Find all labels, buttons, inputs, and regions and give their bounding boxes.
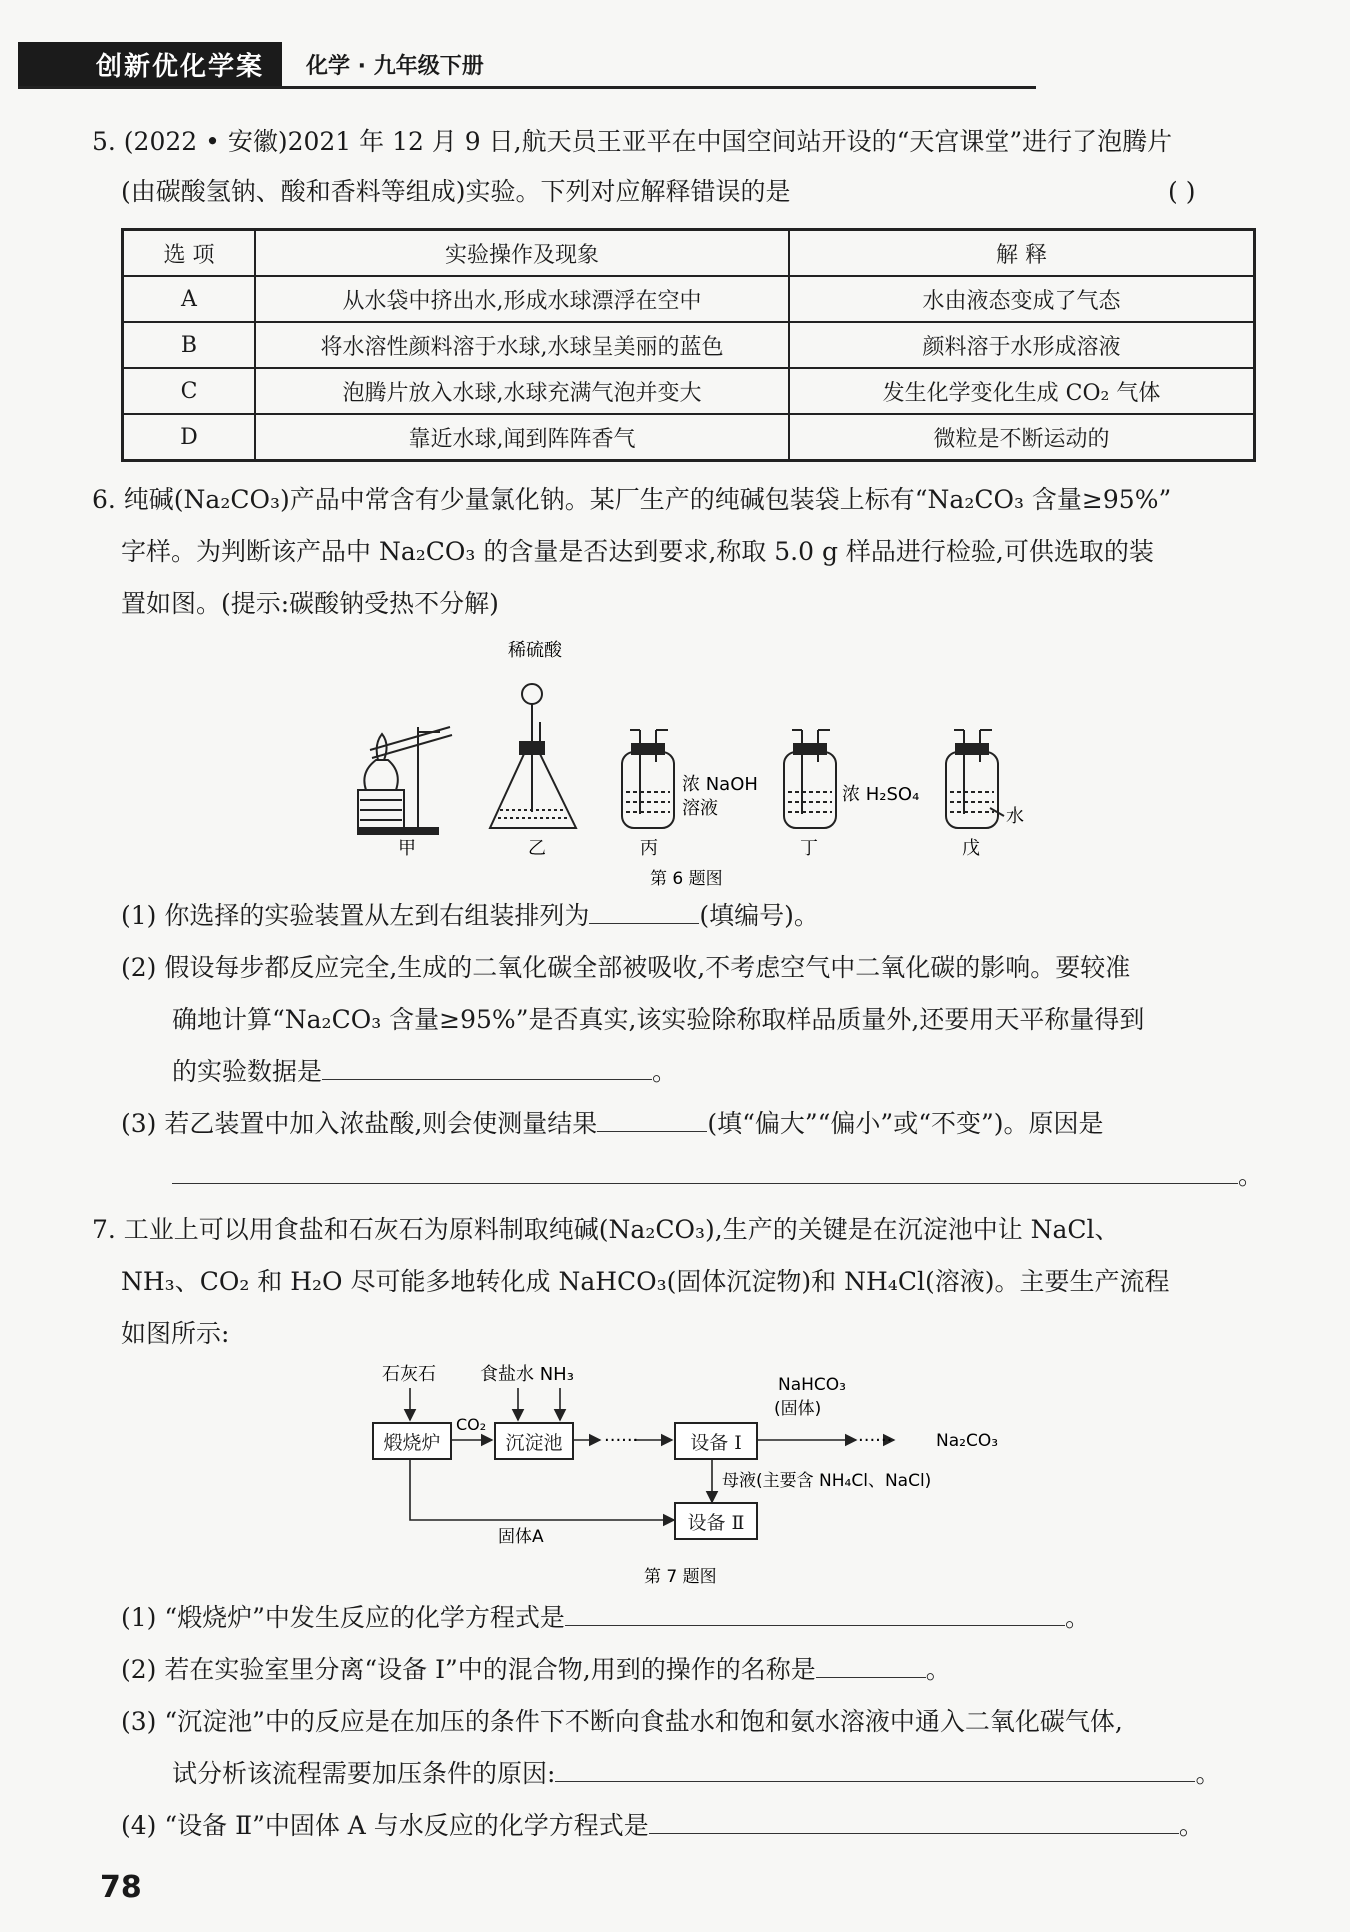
q6-line2: 字样。为判断该产品中 Na₂CO₃ 的含量是否达到要求,称取 5.0 g 样品进行检验,可供选取的装 [121, 537, 1154, 566]
apparatus-label: 戊 [962, 838, 980, 859]
q6-sub2-text: 的实验数据是 [172, 1057, 323, 1086]
apparatus-yi-drawing [490, 684, 576, 828]
furnace-box: 煅烧炉 [372, 1422, 452, 1460]
answer-blank[interactable] [597, 1101, 707, 1132]
table-row [123, 368, 1255, 414]
q6-sub3-text: (3) 若乙装置中加入浓盐酸,则会使测量结果 [121, 1109, 598, 1138]
answer-blank[interactable] [649, 1803, 1179, 1834]
apparatus-jia-drawing [358, 727, 452, 834]
q7-sub2 [121, 1644, 951, 1696]
apparatus-ding-drawing [784, 730, 836, 828]
answer-blank[interactable] [589, 893, 699, 924]
table-row [123, 414, 1255, 461]
dots-1: ······ [604, 1430, 639, 1451]
page-header [18, 42, 484, 86]
table-cell: 发生化学变化生成 CO₂ 气体 [789, 368, 1255, 414]
nahco3-label: NaHCO₃ [778, 1375, 846, 1395]
table-header-row [123, 230, 1255, 277]
answer-blank[interactable] [322, 1049, 652, 1080]
limestone-label: 石灰石 [382, 1364, 436, 1385]
table-cell: D [123, 414, 256, 461]
table-cell: 将水溶性颜料溶于水球,水球呈美丽的蓝色 [255, 322, 789, 368]
q7-sub2-text: (2) 若在实验室里分离“设备 Ⅰ”中的混合物,用到的操作的名称是 [121, 1655, 816, 1684]
apparatus-bing-drawing [622, 730, 674, 828]
figure-caption: 第 6 题图 [650, 869, 723, 889]
naoh-label: 浓 NaOH [682, 774, 758, 795]
q6-sub3-end: (填“偏大”“偏小”或“不变”)。原因是 [707, 1109, 1104, 1138]
q7-sub4-end: 。 [1178, 1811, 1204, 1840]
q7-line2: NH₃、CO₂ 和 H₂O 尽可能多地转化成 NaHCO₃(固体沉淀物)和 NH₄Cl(溶液)。主要生产流程 [121, 1267, 1170, 1296]
na2co3-label: Na₂CO₃ [936, 1431, 999, 1451]
table-header: 实验操作及现象 [255, 230, 789, 277]
q7-sub3-line2 [172, 1748, 1220, 1800]
apparatus-label: 乙 [528, 838, 546, 859]
answer-blank[interactable] [555, 1751, 1195, 1782]
answer-blank[interactable] [172, 1153, 1238, 1184]
q5-answer-bracket: ( ) [1168, 177, 1196, 206]
apparatus-label: 丙 [640, 838, 658, 859]
q5-options-table [121, 228, 1256, 462]
brand-title: 创新优化学案 [18, 42, 282, 86]
table-cell: C [123, 368, 256, 414]
q5-line2: (由碳酸氢钠、酸和香料等组成)实验。下列对应解释错误的是 [121, 177, 791, 206]
q6-sub3-tail: 。 [1238, 1161, 1264, 1190]
q7-sub3-end: 。 [1195, 1759, 1221, 1788]
subject-title: 化学 · 九年级下册 [306, 53, 484, 79]
brine-label: 食盐水 NH₃ [480, 1364, 574, 1385]
table-cell: B [123, 322, 256, 368]
q6-sub3-answer-line [172, 1150, 1263, 1202]
q5-line1: 5. (2022 • 安徽)2021 年 12 月 9 日,航天员王亚平在中国空间站开设的“天宫课堂”进行了泡腾片 [92, 127, 1173, 156]
table-cell: 泡腾片放入水球,水球充满气泡并变大 [255, 368, 789, 414]
q6-line1: 6. 纯碱(Na₂CO₃)产品中常含有少量氯化钠。某厂生产的纯碱包装袋上标有“Na₂CO₃ 含量≥95%” [92, 485, 1172, 514]
table-cell: 颜料溶于水形成溶液 [789, 322, 1255, 368]
table-cell: 微粒是不断运动的 [789, 414, 1255, 461]
table-row [123, 276, 1255, 322]
q7-sub4-text: (4) “设备 Ⅱ”中固体 A 与水反应的化学方程式是 [121, 1811, 649, 1840]
page-number: 78 [100, 1870, 142, 1905]
q7-line1: 7. 工业上可以用食盐和石灰石为原料制取纯碱(Na₂CO₃),生产的关键是在沉淀池中让 NaCl、 [92, 1215, 1120, 1244]
q6-apparatus-figure [340, 632, 1060, 892]
dots-2: ······ [858, 1430, 893, 1451]
q7-line3: 如图所示: [121, 1319, 230, 1348]
acid-label: 稀硫酸 [508, 640, 562, 661]
apparatus-label: 甲 [398, 838, 416, 859]
solid-a-label: 固体A [498, 1527, 544, 1547]
table-cell: 靠近水球,闻到阵阵香气 [255, 414, 789, 461]
table-header: 选 项 [123, 230, 256, 277]
naoh-label-2: 溶液 [682, 798, 718, 819]
q6-sub1-end: (填编号)。 [699, 901, 819, 930]
q7-sub3-text: 试分析该流程需要加压条件的原因: [172, 1759, 556, 1788]
q6-line3: 置如图。(提示:碳酸钠受热不分解) [121, 589, 499, 618]
table-header: 解 释 [789, 230, 1255, 277]
header-divider [18, 86, 1036, 89]
co2-label: CO₂ [456, 1415, 487, 1434]
q6-sub2-line1: (2) 假设每步都反应完全,生成的二氧化碳全部被吸收,不考虑空气中二氧化碳的影响。要较准 [121, 953, 1131, 982]
q7-sub3-line1: (3) “沉淀池”中的反应是在加压的条件下不断向食盐水和饱和氨水溶液中通入二氧化碳气体, [121, 1707, 1123, 1736]
answer-blank[interactable] [816, 1647, 926, 1678]
table-row [123, 322, 1255, 368]
device-2-box: 设备 Ⅱ [674, 1502, 758, 1540]
q6-sub1-text: (1) 你选择的实验装置从左到右组装排列为 [121, 901, 590, 930]
table-cell: A [123, 276, 256, 322]
water-label: 水 [1006, 806, 1024, 827]
table-cell: 水由液态变成了气态 [789, 276, 1255, 322]
device-1-box: 设备 Ⅰ [674, 1422, 758, 1460]
q6-sub1 [121, 890, 819, 942]
q7-flow-diagram [370, 1360, 1030, 1590]
apparatus-wu-drawing [946, 730, 1004, 828]
q6-sub3 [121, 1098, 1104, 1150]
q7-sub1-end: 。 [1064, 1603, 1090, 1632]
q7-sub4 [121, 1800, 1204, 1852]
figure-caption: 第 7 题图 [644, 1567, 717, 1587]
apparatus-label: 丁 [800, 838, 818, 859]
q7-sub1 [121, 1592, 1090, 1644]
h2so4-label: 浓 H₂SO₄ [842, 784, 920, 805]
table-cell: 从水袋中挤出水,形成水球漂浮在空中 [255, 276, 789, 322]
q6-sub2-end: 。 [652, 1057, 678, 1086]
precipitation-tank-box: 沉淀池 [494, 1422, 574, 1460]
q7-sub2-end: 。 [925, 1655, 951, 1684]
q6-sub2-line2: 确地计算“Na₂CO₃ 含量≥95%”是否真实,该实验除称取样品质量外,还要用天平称量得到 [172, 1005, 1145, 1034]
q7-sub1-text: (1) “煅烧炉”中发生反应的化学方程式是 [121, 1603, 565, 1632]
q6-sub2-line3 [172, 1046, 677, 1098]
solid-label: (固体) [774, 1399, 822, 1419]
mother-liquor-label: 母液(主要含 NH₄Cl、NaCl) [722, 1471, 932, 1491]
answer-blank[interactable] [565, 1595, 1065, 1626]
